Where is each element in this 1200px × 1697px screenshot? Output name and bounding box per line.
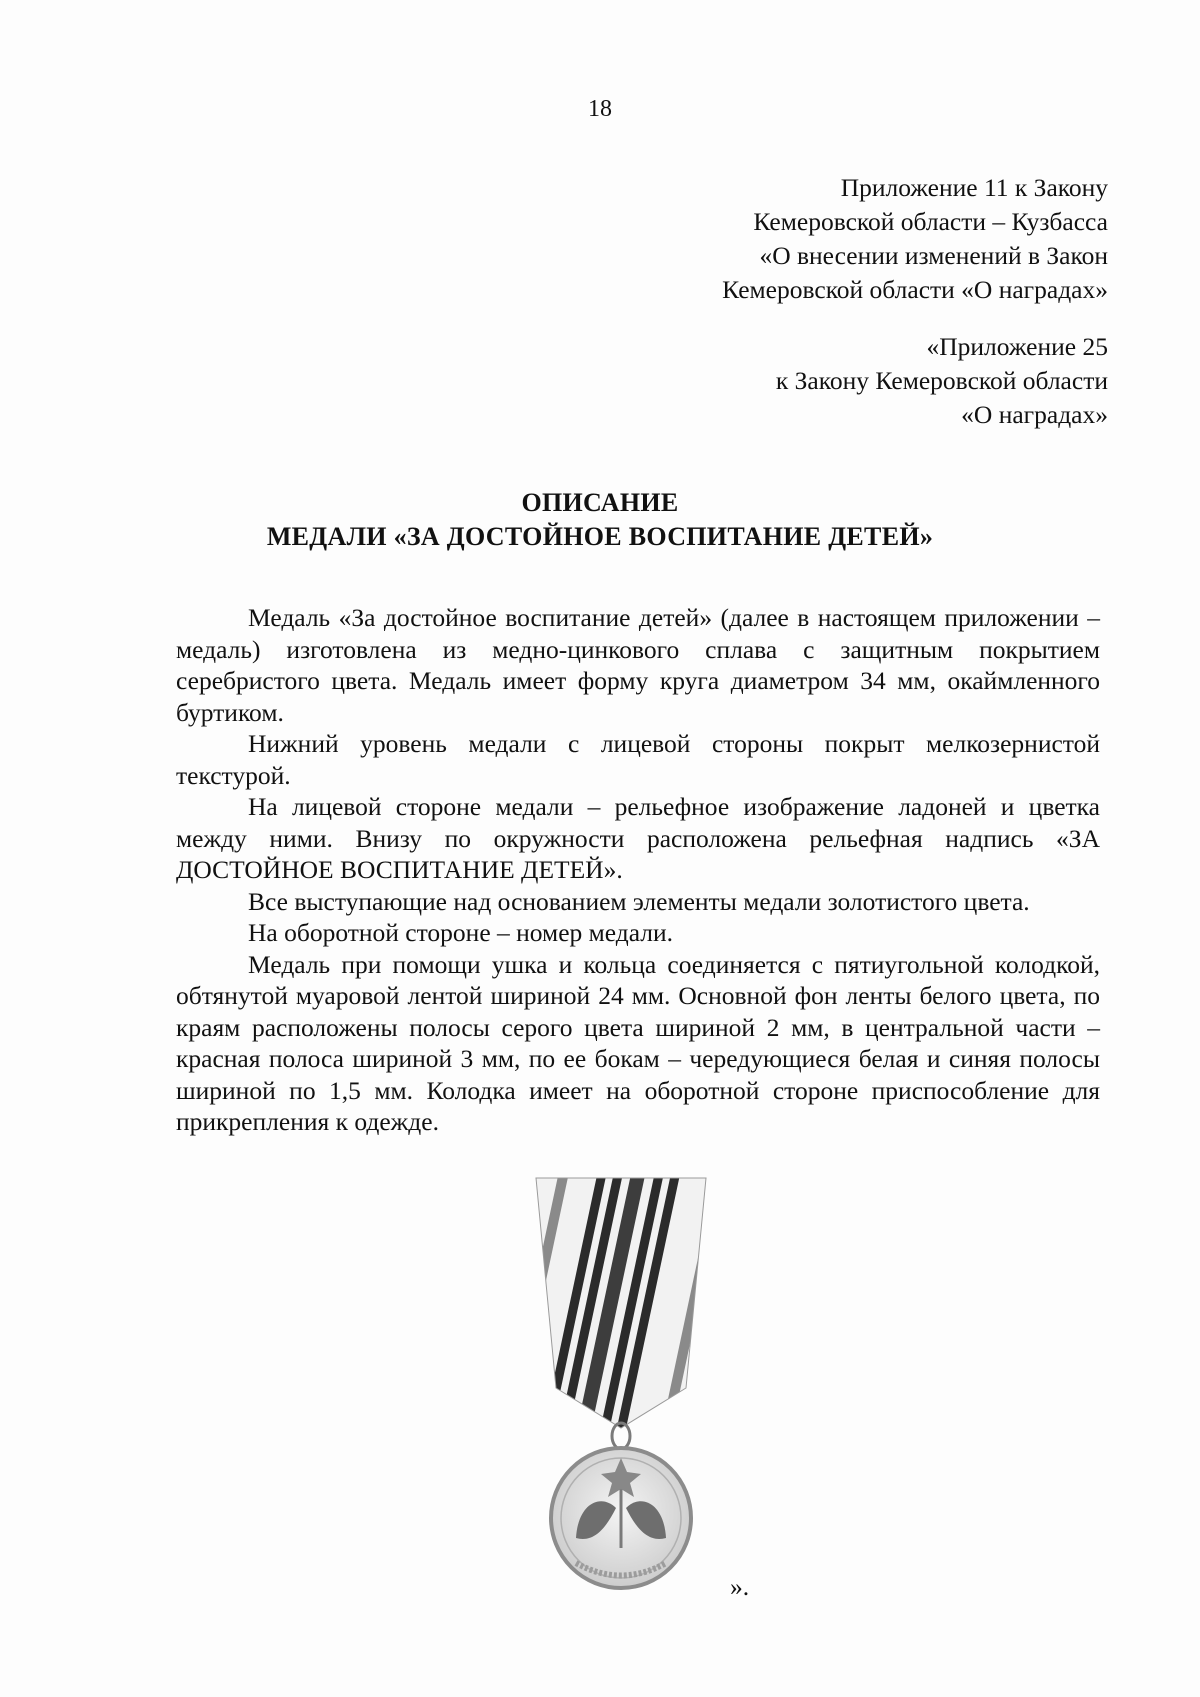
page-number: 18	[588, 96, 612, 122]
appendix-11-line: «О внесении изменений в Закон	[759, 241, 1108, 270]
document-title	[0, 486, 1200, 554]
paragraph: Медаль при помощи ушка и кольца соединяется с пятиугольной колодкой, обтянутой муаровой лентой шириной 24 мм. Основной фон ленты белого цвета, по краям расположены полосы серого цвета шириной 2 мм, в центральной части – красная полоса шириной 3 мм, по ее бокам – чередующиеся белая и синяя полосы шириной по 1,5 мм. Колодка имеет на оборотной стороне приспособление для прикрепления к одежде.	[176, 949, 1100, 1136]
appendix-11-line: Кемеровской области «О наградах»	[722, 275, 1108, 304]
medal-icon	[506, 1158, 736, 1592]
title-line-description: ОПИСАНИЕ	[521, 488, 679, 517]
appendix-11-line: Приложение 11 к Закону	[840, 173, 1108, 202]
paragraph: Нижний уровень медали с лицевой стороны покрыт мелкозернистой текстурой.	[176, 729, 1100, 790]
appendix-25-heading	[776, 330, 1108, 432]
paragraph: На лицевой стороне медали – рельефное изображение ладоней и цветка между ними. Внизу по окружности расположена рельефная надпись «ЗА ДОСТОЙНОЕ ВОСПИТАНИЕ ДЕТЕЙ».	[176, 792, 1100, 884]
appendix-11-line: Кемеровской области – Кузбасса	[753, 207, 1108, 236]
paragraph: Медаль «За достойное воспитание детей» (далее в настоящем приложении – медаль) изготовлена из медно-цинкового сплава с защитным покрытием серебристого цвета. Медаль имеет форму круга диаметром 34 мм, окаймленного буртиком.	[176, 603, 1100, 727]
paragraph: Все выступающие над основанием элементы медали золотистого цвета.	[248, 886, 1030, 916]
appendix-11-heading	[722, 171, 1108, 307]
paragraph: На оборотной стороне – номер медали.	[248, 918, 674, 947]
appendix-25-line: «Приложение 25	[926, 332, 1108, 361]
appendix-25-line: «О наградах»	[961, 400, 1108, 429]
title-line-medal-name: МЕДАЛИ «ЗА ДОСТОЙНОЕ ВОСПИТАНИЕ ДЕТЕЙ»	[266, 522, 934, 551]
body-text	[176, 602, 1100, 1138]
closing-quote: ».	[730, 1572, 750, 1601]
ribbon	[506, 1158, 736, 1490]
appendix-25-line: к Закону Кемеровской области	[775, 366, 1108, 395]
